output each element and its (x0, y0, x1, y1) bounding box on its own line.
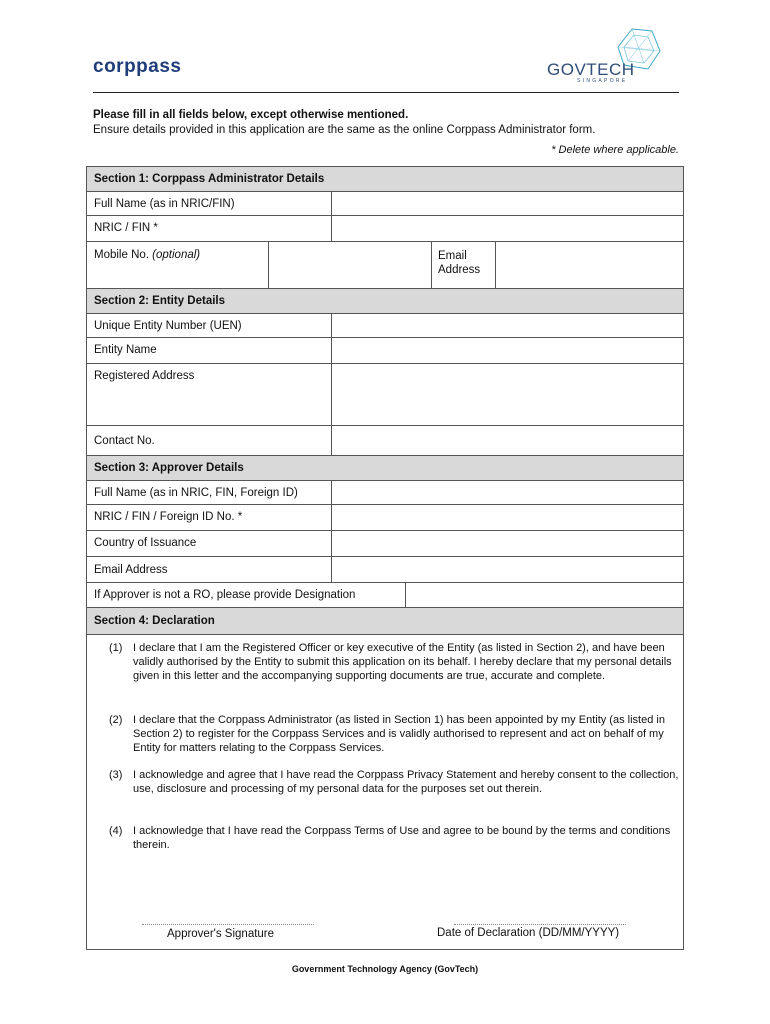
approver-email-label: Email Address (94, 564, 168, 576)
contact-no-label: Contact No. (94, 435, 155, 447)
instruction-heading: Please fill in all fields below, except otherwise mentioned. (93, 109, 409, 121)
admin-nric-label: NRIC / FIN * (94, 222, 158, 234)
admin-mobile-field[interactable] (269, 242, 431, 288)
entity-name-label: Entity Name (94, 344, 157, 356)
delete-note: * Delete where applicable. (551, 144, 679, 156)
section-2-header: Section 2: Entity Details (87, 289, 683, 314)
header-divider (93, 92, 679, 93)
admin-mobile-label: Mobile No. (optional) (94, 249, 201, 261)
admin-full-name-label: Full Name (as in NRIC/FIN) (94, 198, 235, 210)
contact-no-row (87, 426, 683, 456)
declaration-date-line[interactable] (454, 924, 626, 926)
corppass-logo: corppass (93, 56, 182, 77)
uen-field[interactable] (332, 314, 683, 337)
uen-label: Unique Entity Number (UEN) (94, 320, 242, 332)
section-4-header: Section 4: Declaration (87, 608, 683, 635)
approver-email-row (87, 557, 683, 583)
admin-full-name-row (87, 192, 683, 216)
approver-signature-label: Approver's Signature (167, 928, 275, 940)
admin-nric-field[interactable] (332, 216, 683, 241)
country-field[interactable] (332, 531, 683, 556)
admin-email-label: Email Address (438, 250, 481, 276)
footer-agency: Government Technology Agency (GovTech) (291, 964, 479, 974)
approver-full-name-row (87, 481, 683, 505)
registered-address-field[interactable] (332, 364, 683, 425)
country-row (87, 531, 683, 557)
uen-row (87, 314, 683, 338)
approver-email-field[interactable] (332, 557, 683, 582)
govtech-logo-subtitle: SINGAPORE (577, 78, 628, 84)
registered-address-row (87, 364, 683, 426)
instruction-text: Ensure details provided in this application are the same as the online Corppass Administrator form. (93, 124, 596, 136)
admin-nric-row (87, 216, 683, 242)
admin-full-name-field[interactable] (332, 192, 683, 215)
approver-id-row (87, 505, 683, 531)
approver-signature-line[interactable] (142, 924, 314, 926)
section-3-header: Section 3: Approver Details (87, 456, 683, 481)
registered-address-label: Registered Address (94, 370, 195, 382)
approver-id-field[interactable] (332, 505, 683, 530)
entity-name-field[interactable] (332, 338, 683, 363)
country-label: Country of Issuance (94, 537, 197, 549)
designation-label: If Approver is not a RO, please provide Designation (94, 589, 356, 601)
section-1-header: Section 1: Corppass Administrator Details (87, 167, 683, 192)
approver-full-name-field[interactable] (332, 481, 683, 504)
contact-no-field[interactable] (332, 426, 683, 455)
approver-full-name-label: Full Name (as in NRIC, FIN, Foreign ID) (94, 487, 298, 499)
designation-row (87, 583, 683, 608)
declaration-date-label: Date of Declaration (DD/MM/YYYY) (437, 927, 620, 939)
designation-field[interactable] (406, 583, 683, 607)
admin-contact-row (87, 242, 683, 289)
approver-id-label: NRIC / FIN / Foreign ID No. * (94, 511, 243, 523)
application-form: Section 1: Corppass Administrator Details Full Name (as in NRIC/FIN) NRIC / FIN * Mobile No. (optional) Email Address Section 2: Entity Details Unique Entity Number (UEN) Entity Name Registered Address Contact No. Section 3: Approver Details Full Name (as in NRIC, FIN, Foreign ID) NRIC / FIN / Foreign ID No. * Country of Issuance Email Address If Approver is not a RO, please provide Designation Section 4: Declaration (1) I declare that I am the Registered Officer or key executive of the Entity (as listed in Section 2), and have been validly authorised by the Entity to submit this application on its behalf. I hereby declare that my personal details given in this letter and the accompanying supporting documents are true, accurate and complete. (2) I declare that the Corppass Administrator (as listed in Section 1) has been appointed by my Entity (as listed in Section 2) to register for the Corppass Services and is validly authorised to represent and act on behalf of my Entity for matters relating to the Corppass Services. (3) I acknowledge and agree that I have read the Corppass Privacy Statement and hereby consent to the collection, use, disclosure and processing of my personal data for the purposes set out therein. (4) I acknowledge that I have read the Corppass Terms of Use and agree to be bound by the terms and conditions therein. Approver's Signature Date of Declaration (DD/MM/YYYY) (86, 166, 684, 950)
admin-email-field[interactable] (496, 242, 683, 288)
entity-name-row (87, 338, 683, 364)
govtech-logo: GOVTECH (547, 60, 635, 79)
